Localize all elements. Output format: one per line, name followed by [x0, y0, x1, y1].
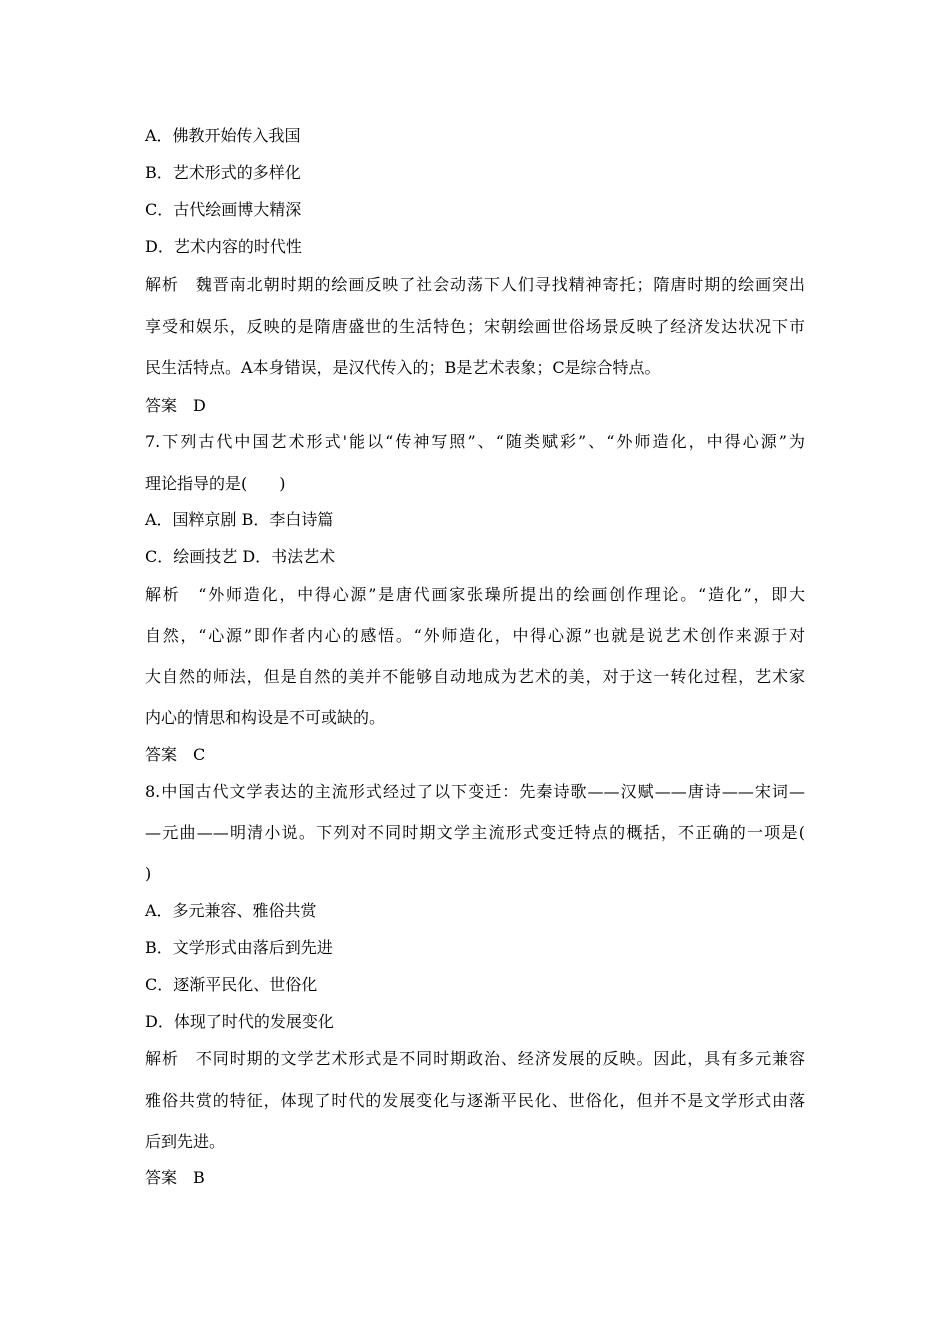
q6-option-b: B．艺术形式的多样化: [145, 163, 301, 182]
q6-analysis-line: 解析 魏晋南北朝时期的绘画反映了社会动荡下人们寻找精神寄托；隋唐时期的绘画突出: [145, 275, 805, 294]
q6-option-d: D．艺术内容的时代性: [145, 237, 302, 256]
q8-stem-line: 8.中国古代文学表达的主流形式经过了以下变迁：先秦诗歌——汉赋——唐诗——宋词—: [145, 782, 805, 801]
q8-stem-line: —元曲——明清小说。下列对不同时期文学主流形式变迁特点的概括，不正确的一项是(: [145, 823, 805, 842]
q6-option-a: A．佛教开始传入我国: [145, 126, 301, 145]
q6-answer: 答案 D: [145, 396, 206, 415]
q7-analysis-line: 内心的情思和构设是不可或缺的。: [145, 708, 386, 727]
q8-analysis-line: 后到先进。: [145, 1132, 226, 1151]
q7-stem-line: 理论指导的是( ): [145, 474, 286, 493]
q8-option-c: C．逐渐平民化、世俗化: [145, 975, 318, 994]
q6-option-c: C．古代绘画博大精深: [145, 200, 302, 219]
q8-option-a: A．多元兼容、雅俗共赏: [145, 901, 317, 920]
q8-answer: 答案 B: [145, 1168, 205, 1187]
q8-option-b: B．文学形式由落后到先进: [145, 938, 333, 957]
q7-analysis-line: 自然，“心源”即作者内心的感悟。“外师造化，中得心源”也就是说艺术创作来源于对: [145, 626, 805, 645]
q7-analysis-line: 解析 “外师造化，中得心源”是唐代画家张璪所提出的绘画创作理论。“造化”，即大: [145, 585, 805, 604]
q7-answer: 答案 C: [145, 745, 206, 764]
q7-options-ab: A．国粹京剧 B．李白诗篇: [145, 510, 334, 529]
q7-stem-line: 7.下列古代中国艺术形式'能以“传神写照”、“随类赋彩”、“外师造化，中得心源”为: [145, 432, 805, 451]
q8-analysis-line: 雅俗共赏的特征，体现了时代的发展变化与逐渐平民化、世俗化，但并不是文学形式由落: [145, 1091, 805, 1110]
q8-option-d: D．体现了时代的发展变化: [145, 1012, 334, 1031]
q8-stem-line: ): [145, 864, 152, 883]
q6-analysis-line: 民生活特点。A本身错误，是汉代传入的；B是艺术表象；C是综合特点。: [145, 358, 661, 377]
q6-analysis-line: 享受和娱乐，反映的是隋唐盛世的生活特色；宋朝绘画世俗场景反映了经济发达状况下市: [145, 317, 805, 336]
q7-options-cd: C．绘画技艺 D．书法艺术: [145, 547, 336, 566]
q7-analysis-line: 大自然的师法，但是自然的美并不能够自动地成为艺术的美，对于这一转化过程，艺术家: [145, 667, 805, 686]
q8-analysis-line: 解析 不同时期的文学艺术形式是不同时期政治、经济发展的反映。因此，具有多元兼容: [145, 1049, 805, 1068]
